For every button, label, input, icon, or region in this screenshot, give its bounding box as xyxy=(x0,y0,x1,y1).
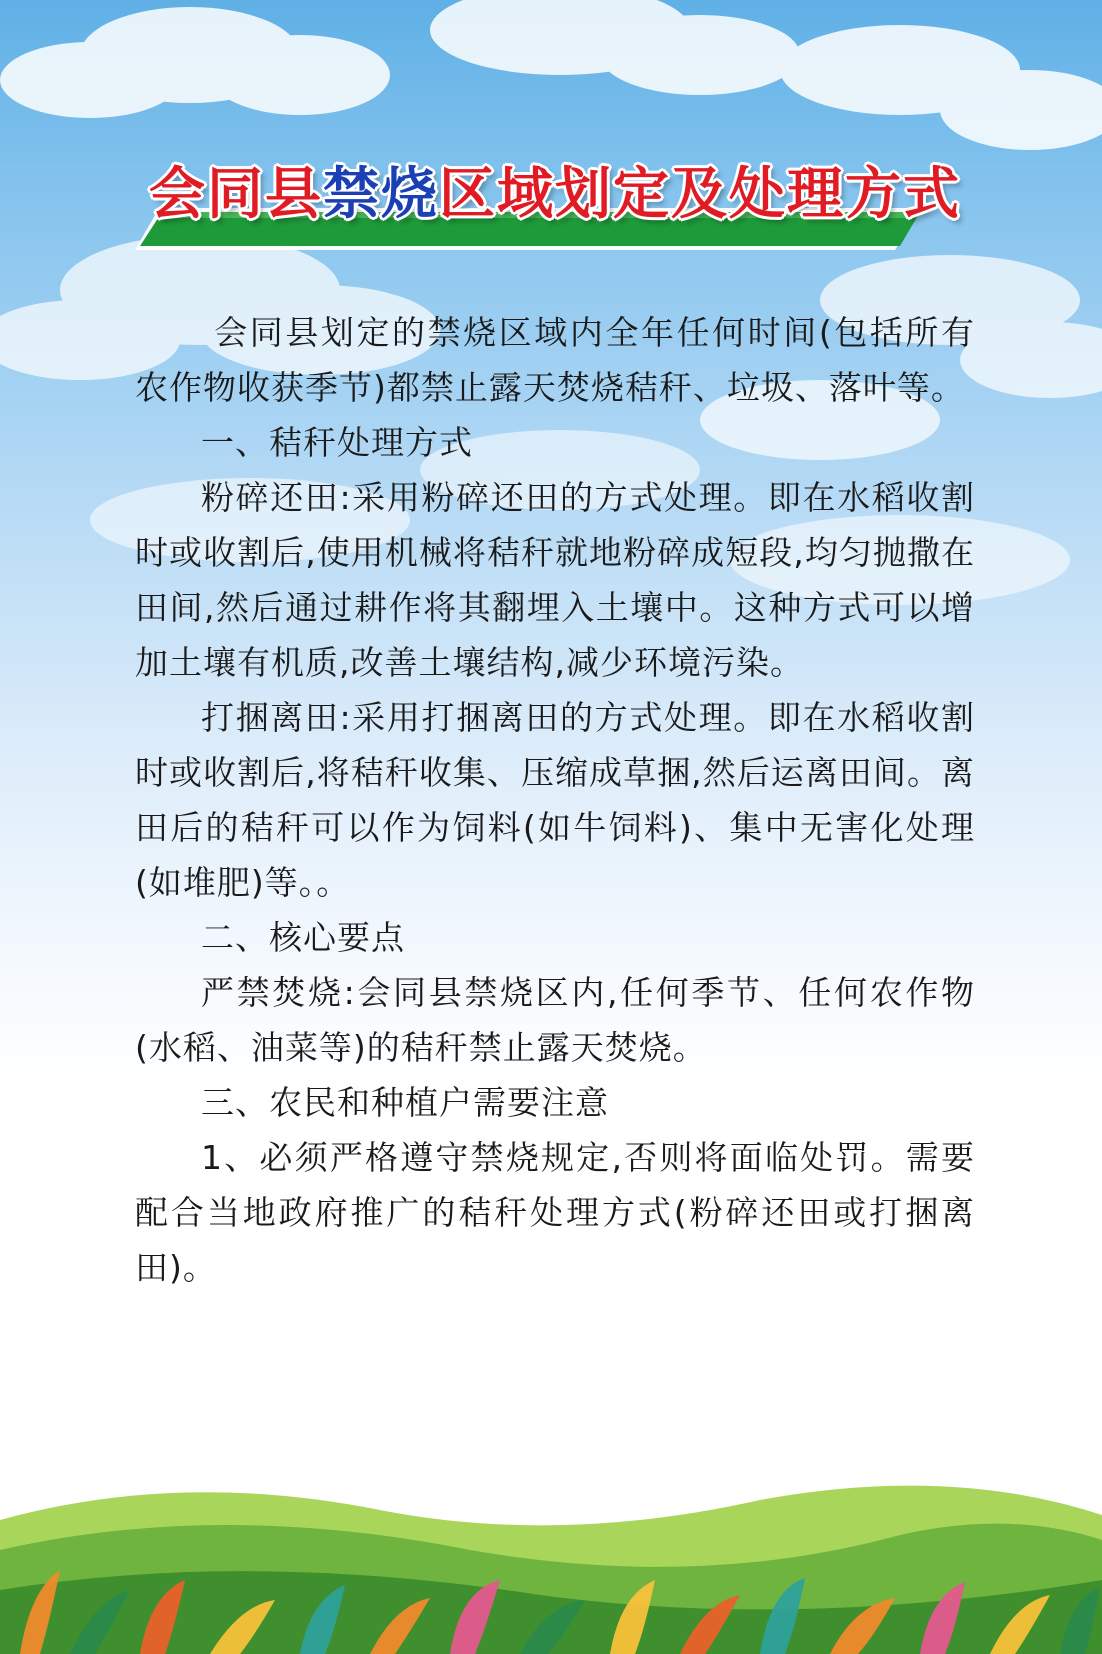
title-banner xyxy=(130,150,980,260)
page-title xyxy=(130,150,980,240)
intro-paragraph: 会同县划定的禁烧区域内全年任何时间(包括所有农作物收获季节)都禁止露天焚烧秸秆、垃圾、落叶等。 xyxy=(135,313,975,407)
notice-body xyxy=(135,305,975,1295)
paragraph-bale-removal: 打捆离田:采用打捆离田的方式处理。即在水稻收割时或收割后,将秸秆收集、压缩成草捆,然后运离田间。离田后的秸秆可以作为饲料(如牛饲料)、集中无害化处理(如堆肥)等。。 xyxy=(135,698,975,902)
title-part-1: 会同县 xyxy=(149,162,323,227)
paragraph-strict-ban: 严禁焚烧:会同县禁烧区内,任何季节、任何农作物(水稻、油菜等)的秸秆禁止露天焚烧。 xyxy=(135,973,975,1067)
paragraph-crush-return: 粉碎还田:采用粉碎还田的方式处理。即在水稻收割时或收割后,使用机械将秸秆就地粉碎成短段,均匀抛撒在田间,然后通过耕作将其翻埋入土壤中。这种方式可以增加土壤有机质,改善土壤结构,减少环境污染。 xyxy=(135,478,975,682)
paragraph-compliance: 1、必须严格遵守禁烧规定,否则将面临处罚。需要配合当地政府推广的秸秆处理方式(粉碎还田或打捆离田)。 xyxy=(135,1138,975,1287)
title-part-3: 区域划定及处理方式 xyxy=(439,162,961,227)
section-heading-straw: 一、秸秆处理方式 xyxy=(201,423,473,462)
grass-hills-decoration xyxy=(0,1480,1102,1654)
section-heading-farmers: 三、农民和种植户需要注意 xyxy=(201,1083,609,1122)
title-part-2: 禁烧 xyxy=(323,162,439,227)
section-heading-key-points: 二、核心要点 xyxy=(201,918,405,957)
